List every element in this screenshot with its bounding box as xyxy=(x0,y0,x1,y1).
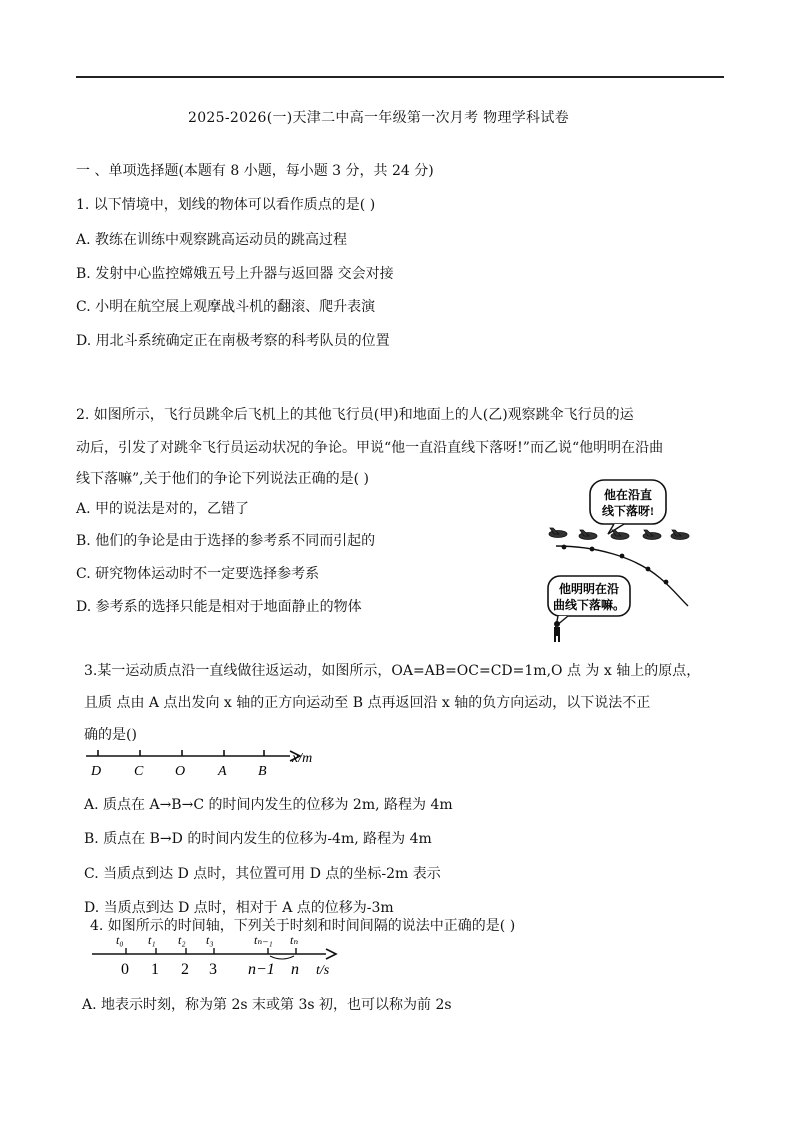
speech-bubble-top-line-1: 他在沿直 xyxy=(603,488,653,502)
question-2-stem-line-1: 2. 如图所示，飞行员跳伞后飞机上的其他飞行员(甲)和地面上的人(乙)观察跳伞飞行员的运 xyxy=(76,407,634,423)
time-number-1: 1 xyxy=(151,961,159,978)
top-rule xyxy=(76,76,724,78)
question-2-option-d: D. 参考系的选择只能是相对于地面静止的物体 xyxy=(76,599,362,615)
question-2-option-a: A. 甲的说法是对的，乙错了 xyxy=(76,501,250,517)
time-label-t0: t₀ xyxy=(116,933,124,947)
time-number-3: 3 xyxy=(209,961,217,978)
page-title: 2025-2026(一)天津二中高一年级第一次月考 物理学科试卷 xyxy=(188,110,569,126)
speech-bubble-top-line-2: 线下落呀! xyxy=(602,504,654,518)
time-axis-ticks xyxy=(126,948,296,954)
axis-label-c: C xyxy=(134,764,144,779)
parachute-figure xyxy=(544,476,694,644)
time-label-tn-1: tₙ₋₁ xyxy=(254,933,273,947)
question-3-option-a: A. 质点在 A→B→C 的时间内发生的位移为 2m, 路程为 4m xyxy=(84,797,453,813)
time-label-t2: t₂ xyxy=(178,933,186,947)
question-4-option-a: A. 地表示时刻，称为第 2s 末或第 3s 初，也可以称为前 2s xyxy=(82,997,452,1013)
question-2-stem-line-3: 线下落嘛”,关于他们的争论下列说法正确的是( ) xyxy=(76,471,369,487)
section-heading: 一 、单项选择题(本题有 8 小题，每小题 3 分，共 24 分) xyxy=(76,163,434,179)
axis-label-d: D xyxy=(91,764,102,779)
time-axis-arrow-icon xyxy=(326,949,336,959)
time-axis-figure xyxy=(90,932,360,978)
axis-unit: x/m xyxy=(292,751,313,766)
interval-brace xyxy=(270,956,294,959)
question-1-option-c: C. 小明在航空展上观摩战斗机的翻滚、爬升表演 xyxy=(76,299,376,315)
observer-icon xyxy=(554,621,560,642)
plane-icons xyxy=(549,528,689,540)
time-number-n: n xyxy=(291,961,299,978)
question-3-option-c: C. 当质点到达 D 点时，其位置可用 D 点的坐标-2m 表示 xyxy=(84,866,441,882)
question-3-stem-line-3: 确的是() xyxy=(84,727,137,743)
time-number-2: 2 xyxy=(181,961,189,978)
question-2-stem-line-2: 动后，引发了对跳伞飞行员运动状况的争论。甲说“他一直沿直线下落呀!”而乙说“他明明在沿曲 xyxy=(76,440,664,456)
axis-label-a: A xyxy=(218,764,227,779)
question-3-stem-line-1: 3.某一运动质点沿一直线做往返运动，如图所示，OA=AB=OC=CD=1m,O 点 为 x 轴上的原点， xyxy=(84,663,701,679)
position-axis-figure xyxy=(84,746,324,780)
time-label-t1: t₁ xyxy=(148,933,156,947)
question-3-option-b: B. 质点在 B→D 的时间内发生的位移为-4m, 路程为 4m xyxy=(84,831,432,847)
axis-ticks xyxy=(98,750,264,756)
time-label-tn: tₙ xyxy=(290,933,299,947)
question-3-option-d: D. 当质点到达 D 点时，相对于 A 点的位移为-3m xyxy=(84,900,394,916)
question-1-option-b: B. 发射中心监控嫦娥五号上升器与返回器 交会对接 xyxy=(76,266,394,282)
time-axis-unit: t/s xyxy=(316,963,330,978)
time-label-t3: t₃ xyxy=(206,933,214,947)
question-2-option-c: C. 研究物体运动时不一定要选择参考系 xyxy=(76,566,320,582)
axis-label-b: B xyxy=(258,764,267,779)
question-2-option-b: B. 他们的争论是由于选择的参考系不同而引起的 xyxy=(76,533,376,549)
time-number-0: 0 xyxy=(121,961,129,978)
question-1-stem: 1. 以下情境中，划线的物体可以看作质点的是( ) xyxy=(76,197,376,213)
question-1-option-d: D. 用北斗系统确定正在南极考察的科考队员的位置 xyxy=(76,333,390,349)
question-1-option-a: A. 教练在训练中观察跳高运动员的跳高过程 xyxy=(76,232,348,248)
time-number-n-1: n−1 xyxy=(248,961,275,978)
question-3-stem-line-2: 且质 点由 A 点出发向 x 轴的正方向运动至 B 点再返回沿 x 轴的负方向运动，以下说法不正 xyxy=(84,695,651,711)
speech-bubble-bottom-line-2: 曲线下落嘛。 xyxy=(552,598,626,612)
speech-bubble-bottom-line-1: 他明明在沿 xyxy=(558,582,620,596)
question-4-stem: 4. 如图所示的时间轴，下列关于时刻和时间间隔的说法中正确的是( ) xyxy=(90,918,516,934)
axis-label-o: O xyxy=(175,764,186,779)
